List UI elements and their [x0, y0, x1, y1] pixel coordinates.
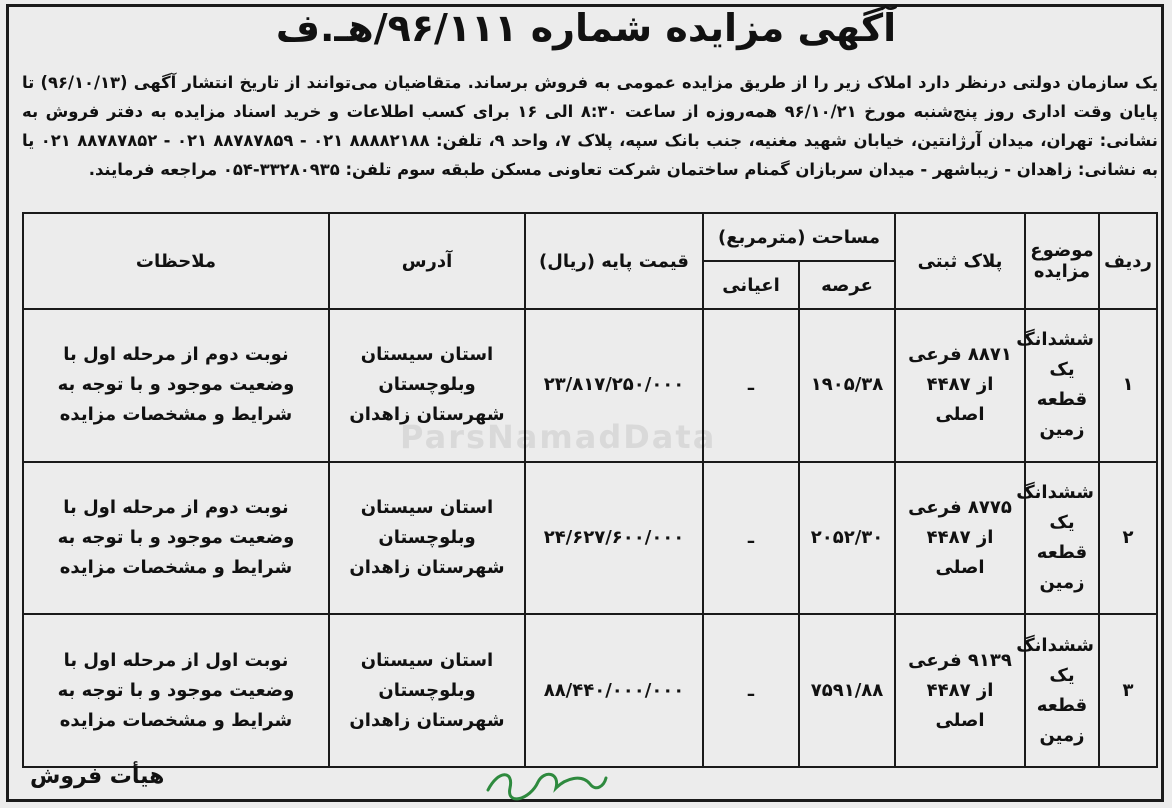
header-plate: پلاک ثبتی	[895, 213, 1025, 309]
header-address: آدرس	[329, 213, 525, 309]
cell-notes: نوبت دوم از مرحله اول با وضعیت موجود و با توجه به شرایط و مشخصات مزایده	[23, 309, 329, 462]
footer-signature: هیأت فروش	[30, 764, 165, 789]
table-row	[23, 462, 1157, 615]
cell-address: استان سیستان وبلوچستان شهرستان زاهدان	[329, 309, 525, 462]
table-row	[23, 309, 1157, 462]
header-radif: ردیف	[1099, 213, 1157, 309]
table-row	[23, 614, 1157, 767]
cell-radif: ۱	[1099, 309, 1157, 462]
cell-area: ۲۰۵۲/۳۰	[799, 462, 895, 615]
cell-area: ۱۹۰۵/۳۸	[799, 309, 895, 462]
ad-title: آگهی مزایده شماره ۹۶/۱۱۱/هـ.ف	[275, 6, 897, 50]
watermark-text: ParsNamadData	[400, 418, 717, 456]
cell-area: ۷۵۹۱/۸۸	[799, 614, 895, 767]
cell-building: ـ	[703, 462, 799, 615]
header-price: قیمت پایه (ریال)	[525, 213, 703, 309]
auction-table	[22, 212, 1158, 768]
cell-building: ـ	[703, 614, 799, 767]
header-area-group: مساحت (مترمربع)	[703, 213, 895, 261]
header-notes: ملاحظات	[23, 213, 329, 309]
cell-address: استان سیستان وبلوچستان شهرستان زاهدان	[329, 614, 525, 767]
cell-plate: ۹۱۳۹ فرعی از ۴۴۸۷ اصلی	[895, 614, 1025, 767]
cell-plate: ۸۷۷۵ فرعی از ۴۴۸۷ اصلی	[895, 462, 1025, 615]
cell-notes: نوبت دوم از مرحله اول با وضعیت موجود و با توجه به شرایط و مشخصات مزایده	[23, 462, 329, 615]
cell-radif: ۳	[1099, 614, 1157, 767]
cell-notes: نوبت اول از مرحله اول با وضعیت موجود و با توجه به شرایط و مشخصات مزایده	[23, 614, 329, 767]
cell-price: ۲۳/۸۱۷/۲۵۰/۰۰۰	[525, 309, 703, 462]
cell-subject: ششدانگ یک قطعه زمین	[1025, 309, 1099, 462]
ad-intro-paragraph: یک سازمان دولتی درنظر دارد املاک زیر را از طریق مزایده عمومی به فروش برساند. متقاضیان می‌توانند از تاریخ انتشار آگهی (۹۶/۱۰/۱۳) تا پایان وقت اداری روز پنج‌شنبه مورخ ۹۶/۱۰/۲۱ همه‌روزه از ساعت ۸:۳۰ الی ۱۶ برای کسب اطلاعات و خرید اسناد مزایده به دفتر فروش به نشانی: تهران، میدان آرژانتین، خیابان شهید مغنیه، جنب بانک سپه، پلاک ۷، واحد ۹، تلفن: ۸۸۸۸۲۱۸۸ ۰۲۱ - ۸۸۷۸۷۸۵۹ ۰۲۱ - ۸۸۷۸۷۸۵۲ ۰۲۱ یا به نشانی: زاهدان - زیباشهر - میدان سربازان گمنام ساختمان شرکت تعاونی مسکن طبقه سوم تلفن: ۳۳۲۸۰۹۳۵-۰۵۴ مراجعه فرمایند.	[22, 73, 1158, 179]
cell-building: ـ	[703, 309, 799, 462]
cell-price: ۸۸/۴۴۰/۰۰۰/۰۰۰	[525, 614, 703, 767]
handwritten-mark-icon	[480, 760, 610, 804]
cell-subject: ششدانگ یک قطعه زمین	[1025, 614, 1099, 767]
cell-radif: ۲	[1099, 462, 1157, 615]
cell-subject: ششدانگ یک قطعه زمین	[1025, 462, 1099, 615]
cell-address: استان سیستان وبلوچستان شهرستان زاهدان	[329, 462, 525, 615]
header-area: عرصه	[799, 261, 895, 309]
cell-plate: ۸۸۷۱ فرعی از ۴۴۸۷ اصلی	[895, 309, 1025, 462]
cell-price: ۲۴/۶۲۷/۶۰۰/۰۰۰	[525, 462, 703, 615]
header-building: اعیانی	[703, 261, 799, 309]
header-subject: موضوع مزایده	[1025, 213, 1099, 309]
